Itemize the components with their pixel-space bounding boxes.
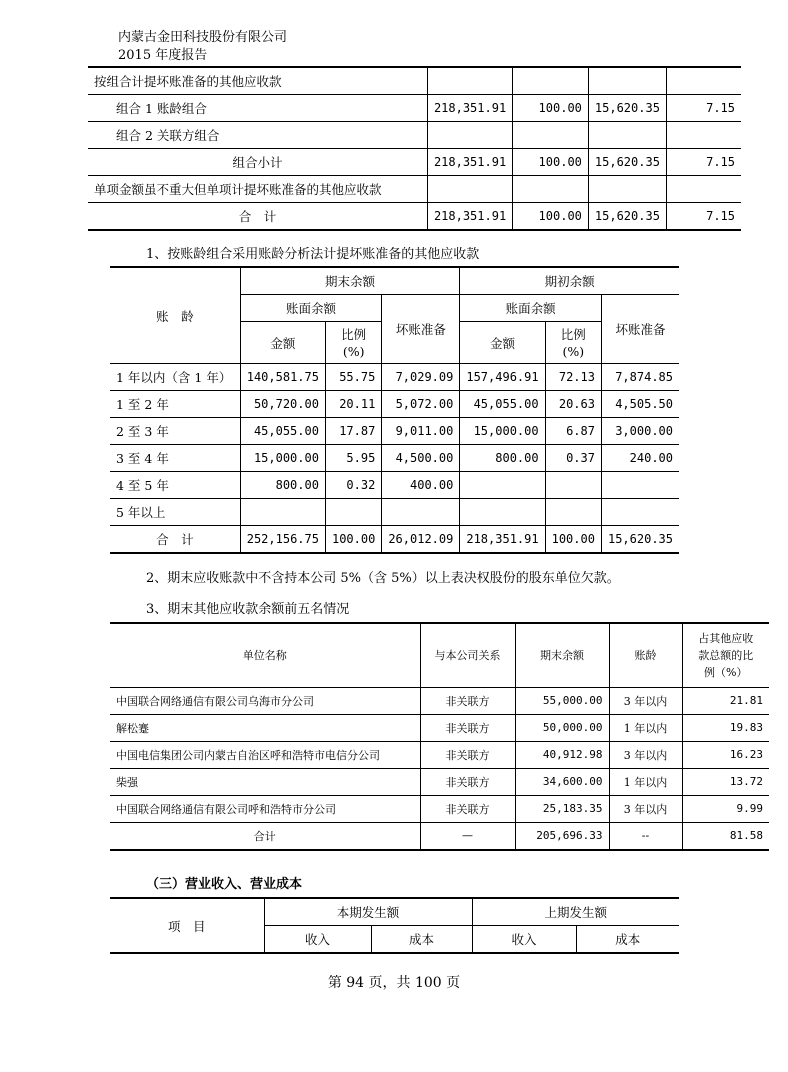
begin-amount-cell xyxy=(460,472,545,499)
age-cell: -- xyxy=(609,822,682,850)
age-cell: 1 至 2 年 xyxy=(110,391,240,418)
header-prior-income: 收入 xyxy=(472,926,576,954)
share-cell: 13.72 xyxy=(682,768,769,795)
row-label: 组合 2 关联方组合 xyxy=(88,122,427,149)
header-relation: 与本公司关系 xyxy=(420,623,515,687)
end-provision-cell: 400.00 xyxy=(382,472,460,499)
table-row xyxy=(88,122,741,149)
header-amount-end: 金额 xyxy=(240,322,325,364)
end-ratio-cell: 20.11 xyxy=(325,391,381,418)
section-heading-revenue-cost: （三）营业收入、营业成本 xyxy=(146,877,303,892)
relation-cell: — xyxy=(420,822,515,850)
provision-ratio-cell xyxy=(666,122,741,149)
unit-name-cell: 合计 xyxy=(110,822,420,850)
unit-name-cell: 柴强 xyxy=(110,768,420,795)
begin-provision-cell: 240.00 xyxy=(601,445,679,472)
begin-provision-cell: 3,000.00 xyxy=(601,418,679,445)
amount-cell xyxy=(427,67,512,95)
top-five-receivables-table xyxy=(110,622,769,851)
end-provision-cell: 5,072.00 xyxy=(382,391,460,418)
table-row xyxy=(88,203,741,231)
share-cell: 19.83 xyxy=(682,714,769,741)
header-ratio-end: 比例 (%) xyxy=(325,322,381,364)
row-label: 组合小计 xyxy=(88,149,427,176)
company-name: 内蒙古金田科技股份有限公司 xyxy=(118,30,288,45)
begin-ratio-cell: 72.13 xyxy=(545,364,601,391)
age-cell: 2 至 3 年 xyxy=(110,418,240,445)
table-row xyxy=(88,95,741,122)
header-current-income: 收入 xyxy=(264,926,371,954)
header-prior-cost: 成本 xyxy=(576,926,679,954)
age-cell: 合 计 xyxy=(110,526,240,554)
aging-analysis-table xyxy=(110,266,679,554)
end-amount-cell: 140,581.75 xyxy=(240,364,325,391)
end-amount-cell xyxy=(240,499,325,526)
age-cell: 1 年以内 xyxy=(609,768,682,795)
relation-cell: 非关联方 xyxy=(420,768,515,795)
header-current-cost: 成本 xyxy=(371,926,472,954)
provision-ratio-cell: 7.15 xyxy=(666,95,741,122)
ratio-cell xyxy=(513,176,589,203)
paragraph-shareholder-note: 2、期末应收账款中不含持本公司 5%（含 5%）以上表决权股份的股东单位欠款。 xyxy=(146,571,620,586)
end-ratio-cell: 55.75 xyxy=(325,364,381,391)
paragraph-aging-analysis: 1、按账龄组合采用账龄分析法计提坏账准备的其他应收款 xyxy=(146,247,480,262)
begin-amount-cell: 45,055.00 xyxy=(460,391,545,418)
header-provision-end: 坏账准备 xyxy=(382,295,460,364)
table-row xyxy=(88,176,741,203)
header-share: 占其他应收 款总额的比 例（%） xyxy=(682,623,769,687)
balance-cell: 205,696.33 xyxy=(515,822,609,850)
age-cell: 1 年以内 xyxy=(609,714,682,741)
provision-ratio-cell xyxy=(666,176,741,203)
header-provision-begin: 坏账准备 xyxy=(601,295,679,364)
share-cell: 21.81 xyxy=(682,687,769,714)
balance-cell: 25,183.35 xyxy=(515,795,609,822)
ratio-cell: 100.00 xyxy=(513,95,589,122)
header-unit-name: 单位名称 xyxy=(110,623,420,687)
begin-amount-cell: 157,496.91 xyxy=(460,364,545,391)
header-balance: 期末余额 xyxy=(515,623,609,687)
ratio-cell: 100.00 xyxy=(513,203,589,231)
begin-provision-cell xyxy=(601,472,679,499)
age-cell: 3 至 4 年 xyxy=(110,445,240,472)
begin-ratio-cell: 100.00 xyxy=(545,526,601,554)
relation-cell: 非关联方 xyxy=(420,714,515,741)
revenue-cost-table xyxy=(110,897,679,954)
row-label: 合 计 xyxy=(88,203,427,231)
unit-name-cell: 中国联合网络通信有限公司呼和浩特市分公司 xyxy=(110,795,420,822)
amount-cell xyxy=(427,122,512,149)
begin-amount-cell: 800.00 xyxy=(460,445,545,472)
begin-amount-cell: 218,351.91 xyxy=(460,526,545,554)
table-row xyxy=(110,364,679,391)
begin-ratio-cell: 20.63 xyxy=(545,391,601,418)
table-row xyxy=(110,768,769,795)
end-provision-cell: 9,011.00 xyxy=(382,418,460,445)
begin-ratio-cell: 0.37 xyxy=(545,445,601,472)
share-cell: 81.58 xyxy=(682,822,769,850)
other-receivables-classification-table xyxy=(88,66,741,231)
provision-cell xyxy=(588,176,666,203)
end-amount-cell: 252,156.75 xyxy=(240,526,325,554)
begin-provision-cell: 4,505.50 xyxy=(601,391,679,418)
end-amount-cell: 15,000.00 xyxy=(240,445,325,472)
relation-cell: 非关联方 xyxy=(420,795,515,822)
age-cell: 3 年以内 xyxy=(609,795,682,822)
begin-provision-cell xyxy=(601,499,679,526)
table-row xyxy=(110,741,769,768)
provision-ratio-cell: 7.15 xyxy=(666,203,741,231)
row-label: 单项金额虽不重大但单项计提坏账准备的其他应收款 xyxy=(88,176,427,203)
ratio-cell: 100.00 xyxy=(513,149,589,176)
balance-cell: 34,600.00 xyxy=(515,768,609,795)
end-provision-cell: 26,012.09 xyxy=(382,526,460,554)
begin-provision-cell: 7,874.85 xyxy=(601,364,679,391)
end-ratio-cell: 5.95 xyxy=(325,445,381,472)
begin-ratio-cell xyxy=(545,472,601,499)
provision-cell: 15,620.35 xyxy=(588,149,666,176)
end-provision-cell: 4,500.00 xyxy=(382,445,460,472)
end-ratio-cell: 17.87 xyxy=(325,418,381,445)
begin-amount-cell xyxy=(460,499,545,526)
header-current-period: 本期发生额 xyxy=(264,898,472,926)
table-row xyxy=(110,472,679,499)
table-row xyxy=(110,499,679,526)
begin-ratio-cell: 6.87 xyxy=(545,418,601,445)
balance-cell: 50,000.00 xyxy=(515,714,609,741)
header-prior-period: 上期发生额 xyxy=(472,898,679,926)
amount-cell: 218,351.91 xyxy=(427,95,512,122)
share-cell: 9.99 xyxy=(682,795,769,822)
provision-cell xyxy=(588,67,666,95)
balance-cell: 55,000.00 xyxy=(515,687,609,714)
provision-cell xyxy=(588,122,666,149)
amount-cell xyxy=(427,176,512,203)
end-ratio-cell xyxy=(325,499,381,526)
provision-ratio-cell xyxy=(666,67,741,95)
relation-cell: 非关联方 xyxy=(420,687,515,714)
row-label: 组合 1 账龄组合 xyxy=(88,95,427,122)
table-row xyxy=(110,687,769,714)
provision-cell: 15,620.35 xyxy=(588,95,666,122)
end-amount-cell: 45,055.00 xyxy=(240,418,325,445)
amount-cell: 218,351.91 xyxy=(427,203,512,231)
table-row xyxy=(110,418,679,445)
table-row xyxy=(88,149,741,176)
unit-name-cell: 中国联合网络通信有限公司乌海市分公司 xyxy=(110,687,420,714)
end-provision-cell xyxy=(382,499,460,526)
age-cell: 4 至 5 年 xyxy=(110,472,240,499)
header-ratio-begin: 比例 (%) xyxy=(545,322,601,364)
provision-ratio-cell: 7.15 xyxy=(666,149,741,176)
age-cell: 3 年以内 xyxy=(609,741,682,768)
table-row xyxy=(110,714,769,741)
begin-provision-cell: 15,620.35 xyxy=(601,526,679,554)
end-provision-cell: 7,029.09 xyxy=(382,364,460,391)
table-row xyxy=(110,445,679,472)
balance-cell: 40,912.98 xyxy=(515,741,609,768)
page-footer: 第 94 页，共 100 页 xyxy=(327,975,461,991)
table-row xyxy=(110,391,679,418)
header-amount-begin: 金额 xyxy=(460,322,545,364)
table-row xyxy=(88,67,741,95)
unit-name-cell: 中国电信集团公司内蒙古自治区呼和浩特市电信分公司 xyxy=(110,741,420,768)
header-item: 项 目 xyxy=(110,898,264,953)
header-age: 账 龄 xyxy=(110,267,240,364)
ratio-cell xyxy=(513,67,589,95)
ratio-cell xyxy=(513,122,589,149)
paragraph-top-five: 3、期末其他应收款余额前五名情况 xyxy=(146,602,350,617)
end-ratio-cell: 100.00 xyxy=(325,526,381,554)
provision-cell: 15,620.35 xyxy=(588,203,666,231)
age-cell: 3 年以内 xyxy=(609,687,682,714)
header-period-end: 期末余额 xyxy=(240,267,460,295)
begin-amount-cell: 15,000.00 xyxy=(460,418,545,445)
row-label: 按组合计提坏账准备的其他应收款 xyxy=(88,67,427,95)
table-row xyxy=(110,795,769,822)
header-book-balance-end: 账面余额 xyxy=(240,295,382,322)
relation-cell: 非关联方 xyxy=(420,741,515,768)
end-amount-cell: 800.00 xyxy=(240,472,325,499)
end-amount-cell: 50,720.00 xyxy=(240,391,325,418)
header-period-begin: 期初余额 xyxy=(460,267,679,295)
total-row xyxy=(110,526,679,554)
report-title: 2015 年度报告 xyxy=(118,48,208,63)
header-age: 账龄 xyxy=(609,623,682,687)
begin-ratio-cell xyxy=(545,499,601,526)
unit-name-cell: 解松蹇 xyxy=(110,714,420,741)
share-cell: 16.23 xyxy=(682,741,769,768)
total-row xyxy=(110,822,769,850)
amount-cell: 218,351.91 xyxy=(427,149,512,176)
header-book-balance-begin: 账面余额 xyxy=(460,295,602,322)
end-ratio-cell: 0.32 xyxy=(325,472,381,499)
age-cell: 1 年以内（含 1 年） xyxy=(110,364,240,391)
age-cell: 5 年以上 xyxy=(110,499,240,526)
